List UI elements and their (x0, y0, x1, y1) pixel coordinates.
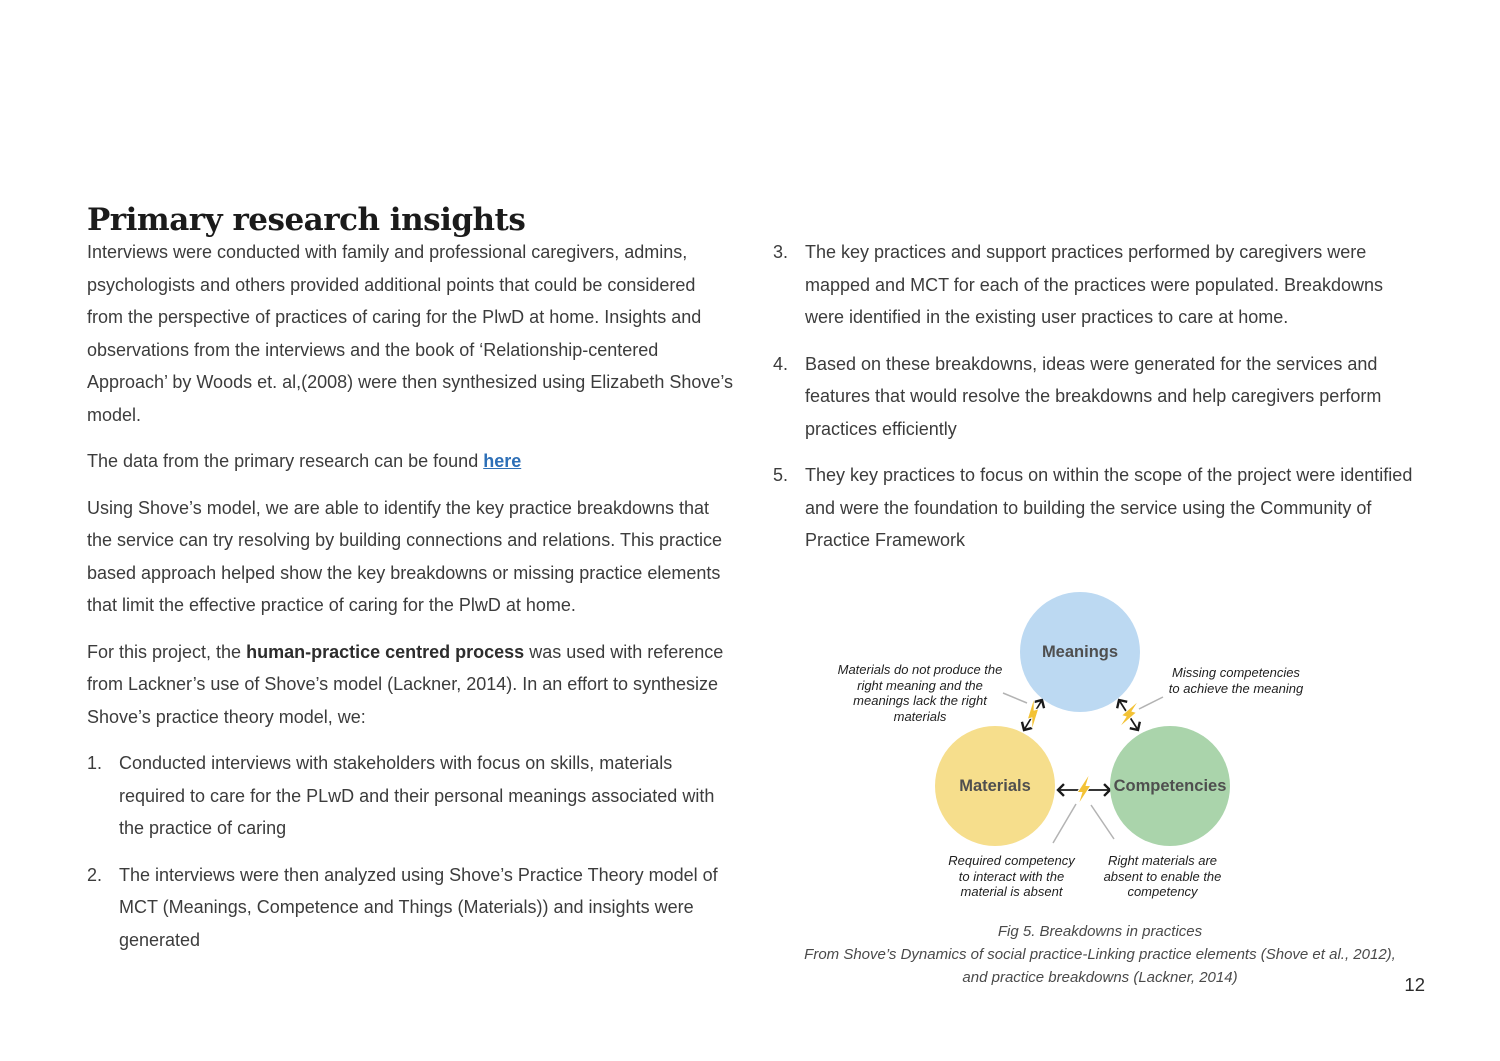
text-segment: human-practice centred process (246, 641, 525, 662)
leader-line (1139, 697, 1163, 709)
annotation-meanings-competencies (1138, 665, 1334, 696)
text-segment: was used with reference from Lackner’s use of Shove’s model (Lackner, 2014). In an effort to synthesize Shove’s practice theory model, we: (87, 641, 724, 727)
page-title: Primary research insights (87, 201, 526, 238)
paragraph-data-link (87, 445, 735, 478)
paragraph-project-process (87, 636, 735, 734)
list-item (87, 859, 735, 957)
annotation-meanings-materials (822, 662, 1018, 724)
list-item-number: 2. (87, 864, 103, 885)
list-item-number: 1. (87, 753, 103, 773)
annotation-materials-competencies-left (924, 853, 1099, 900)
annotation-line: absent to enable the (1103, 868, 1222, 884)
figure-caption-line: Fig 5. Breakdowns in practices (997, 923, 1203, 940)
right-column (773, 236, 1423, 571)
text-segment: For this project, the (87, 641, 247, 662)
annotation-materials-competencies-right (1075, 853, 1250, 900)
here-link[interactable]: here (483, 451, 522, 471)
annotation-line: material is absent (960, 884, 1063, 899)
list-item-text: The key practices and support practices performed by caregivers were mapped and MCT for each of the practices were populated. Breakdowns were identified in the existing user practices to care at home. (805, 242, 1383, 327)
figure-caption-line: and practice breakdowns (Lackner, 2014) (962, 969, 1238, 986)
node-competencies (1110, 726, 1230, 846)
list-item-text: The interviews were then analyzed using Shove’s Practice Theory model of MCT (Meanings, Competence and Things (Materials)) and insights were generated (119, 864, 718, 950)
list-item (773, 348, 1423, 446)
left-column (87, 236, 735, 970)
list-item-number: 5. (773, 465, 789, 485)
leader-line (1053, 804, 1076, 843)
node-label: Meanings (1041, 642, 1119, 661)
annotation-line: meanings lack the right (853, 693, 987, 708)
annotation-line: Missing competencies (1172, 665, 1300, 680)
annotation-line: Materials do not produce the (837, 662, 1003, 677)
node-label: Materials (959, 776, 1031, 795)
leader-line (1091, 805, 1114, 839)
annotation-line: to interact with the (958, 868, 1065, 884)
page-number: 12 (1404, 974, 1425, 995)
list-item (773, 459, 1423, 557)
annotation-line: right meaning and the (857, 677, 983, 693)
annotation-line: Right materials are (1107, 853, 1218, 868)
lightning-bolt-icon (1078, 776, 1090, 802)
text-segment: The data from the primary research can be found (87, 451, 484, 471)
figure-caption (770, 920, 1430, 989)
paragraph-shove-model: Using Shove’s model, we are able to identify the key practice breakdowns that the service can try resolving by building connections and relations. This practice based approach helped show the key breakdowns or missing practice elements that limit the effective practice of caring for the PlwD at home. (87, 497, 723, 615)
list-item-number: 4. (773, 353, 789, 374)
node-meanings (1020, 592, 1140, 712)
list-item (87, 747, 735, 845)
node-materials (935, 726, 1055, 846)
annotation-line: Required competency (948, 853, 1075, 868)
list-item (773, 236, 1423, 334)
annotation-line: materials (893, 708, 947, 724)
list-item-text: Conducted interviews with stakeholders with focus on skills, materials required to care for the PLwD and their personal meanings associated with the practice of caring (119, 753, 715, 838)
list-item-text: They key practices to focus on within the scope of the project were identified and were the foundation to building the service using the Community of Practice Framework (805, 465, 1413, 550)
paragraph-intro: Interviews were conducted with family and professional caregivers, admins, psychologists and others provided additional points that could be considered from the perspective of practices of caring for the PlwD at home. Insights and observations from the interviews and the book of ‘Relationship-centered Approach’ by Woods et. al,(2008) were then synthesized using Elizabeth Shove’s model. (87, 242, 734, 425)
list-item-number: 3. (773, 242, 789, 262)
annotation-line: competency (1127, 884, 1198, 899)
figure-caption-line: From Shove’s Dynamics of social practice-Linking practice elements (Shove et al., 2012), (804, 946, 1396, 963)
annotation-line: to achieve the meaning (1168, 680, 1304, 696)
list-item-text: Based on these breakdowns, ideas were generated for the services and features that would resolve the breakdowns and help caregivers perform practices efficiently (805, 353, 1382, 439)
node-label: Competencies (1113, 776, 1227, 795)
